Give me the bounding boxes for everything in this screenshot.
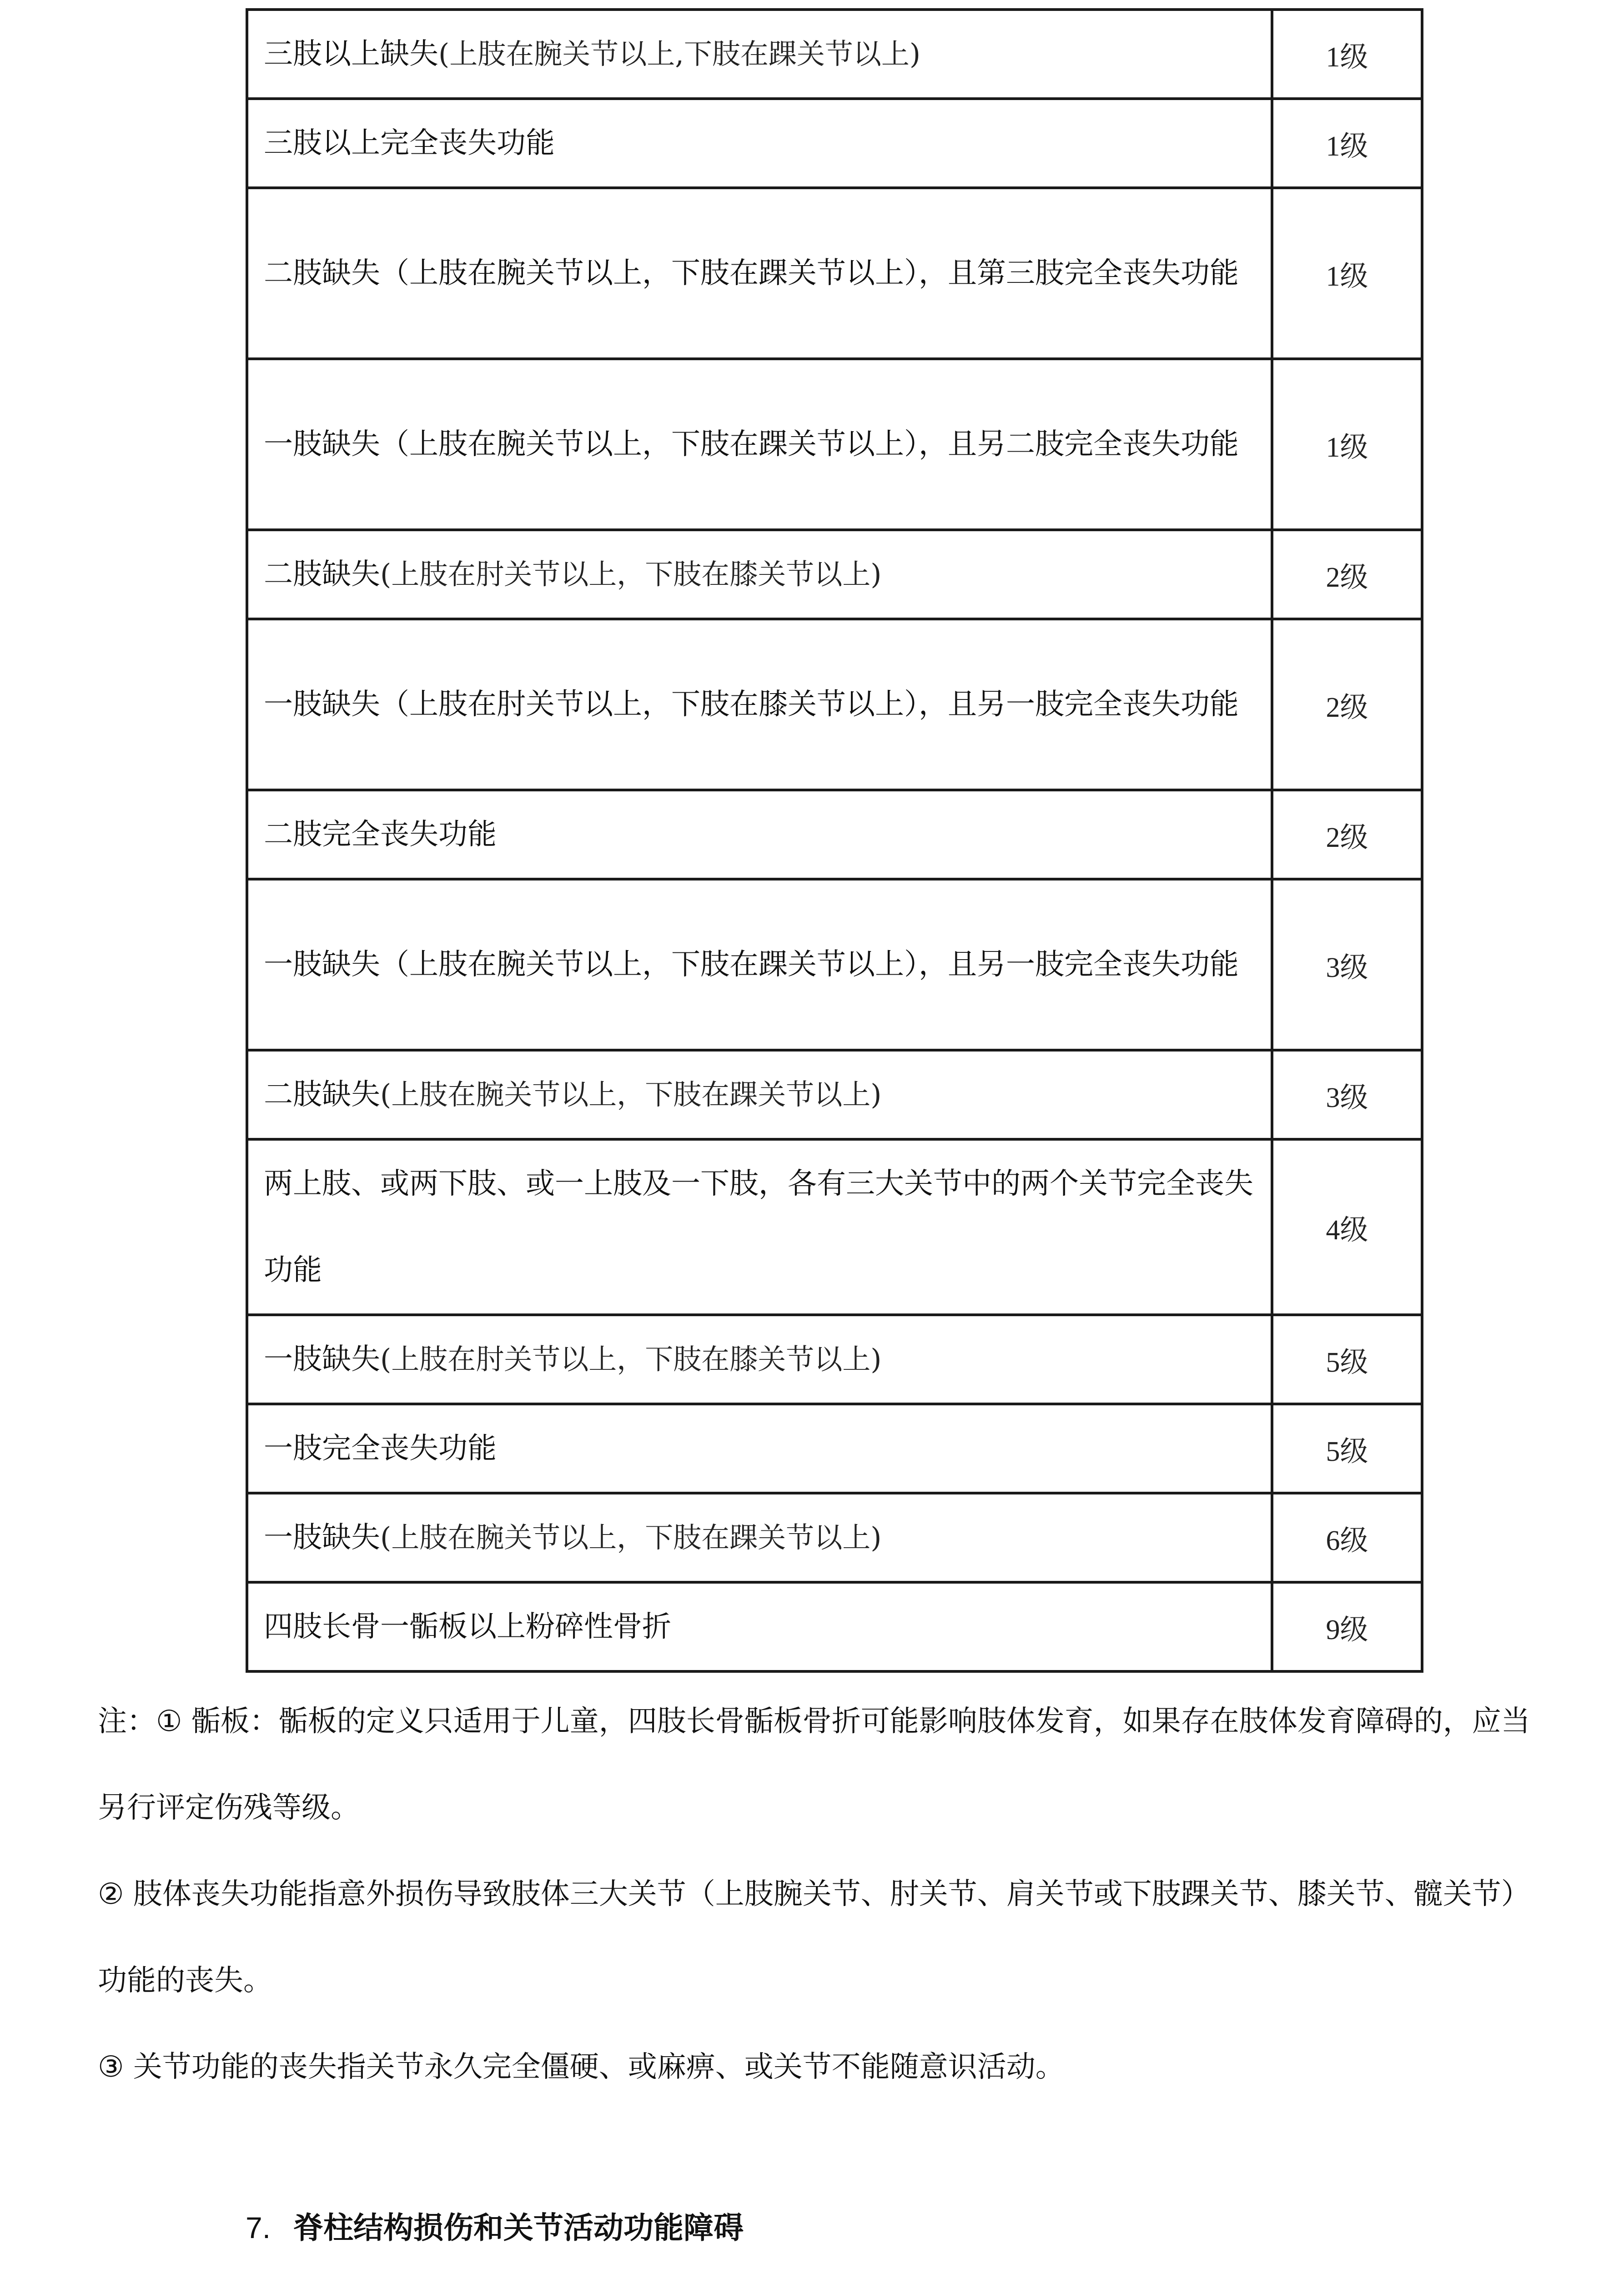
description-main-text: 两上肢、或两下肢、或一上肢及一下肢，各有三大关节中的两个关节完全丧失功能 xyxy=(264,1167,1253,1287)
description-main-text: 一肢完全丧失功能 xyxy=(264,1432,497,1465)
table-row xyxy=(247,1404,1422,1493)
table-row xyxy=(247,1050,1422,1139)
description-condition-text: (上肢在肘关节以上，下肢在膝关节以上) xyxy=(380,558,882,591)
description-cell xyxy=(247,99,1272,188)
grade-cell: 1级 xyxy=(1272,188,1422,359)
grade-cell: 3级 xyxy=(1272,1050,1422,1139)
grade-cell: 1级 xyxy=(1272,10,1422,99)
section-number: 7. xyxy=(246,2211,271,2244)
grade-cell: 4级 xyxy=(1272,1139,1422,1315)
grade-cell: 6级 xyxy=(1272,1493,1422,1582)
description-cell xyxy=(247,1139,1272,1315)
note-2: ② 肢体丧失功能指意外损伤导致肢体三大关节（上肢腕关节、肘关节、肩关节或下肢踝关节、膝关节、髋关节）功能的丧失。 xyxy=(98,1877,1530,1997)
grade-cell: 5级 xyxy=(1272,1404,1422,1493)
grade-cell: 5级 xyxy=(1272,1315,1422,1404)
description-main-text: 一肢缺失（上肢在腕关节以上，下肢在踝关节以上），且另二肢完全丧失功能 xyxy=(264,428,1239,461)
description-cell xyxy=(247,790,1272,879)
description-main-text: 一肢缺失（上肢在肘关节以上，下肢在膝关节以上），且另一肢完全丧失功能 xyxy=(264,688,1239,721)
section-heading xyxy=(246,2200,744,2255)
table-row xyxy=(247,790,1422,879)
table-row xyxy=(247,530,1422,619)
grade-cell: 2级 xyxy=(1272,790,1422,879)
description-cell xyxy=(247,530,1272,619)
description-cell xyxy=(247,1404,1272,1493)
grade-cell: 9级 xyxy=(1272,1582,1422,1671)
table-row xyxy=(247,619,1422,790)
description-cell xyxy=(247,1050,1272,1139)
description-condition-text: (上肢在腕关节以上，下肢在踝关节以上) xyxy=(380,1521,882,1554)
grade-cell: 2级 xyxy=(1272,619,1422,790)
grade-cell: 3级 xyxy=(1272,879,1422,1050)
description-main-text: 二肢缺失（上肢在腕关节以上，下肢在踝关节以上），且第三肢完全丧失功能 xyxy=(264,257,1239,290)
description-main-text: 二肢缺失 xyxy=(264,1078,380,1112)
description-main-text: 一肢缺失（上肢在腕关节以上，下肢在踝关节以上），且另一肢完全丧失功能 xyxy=(264,948,1239,981)
description-cell xyxy=(247,188,1272,359)
disability-grade-table xyxy=(246,8,1423,1673)
table-row xyxy=(247,1315,1422,1404)
section-title: 脊柱结构损伤和关节活动功能障碍 xyxy=(293,2210,744,2245)
description-condition-text: (上肢在肘关节以上，下肢在膝关节以上) xyxy=(380,1343,882,1376)
grade-cell: 2级 xyxy=(1272,530,1422,619)
description-cell xyxy=(247,879,1272,1050)
description-condition-text: (上肢在腕关节以上,下肢在踝关节以上) xyxy=(438,37,921,70)
table-row xyxy=(247,99,1422,188)
table-row xyxy=(247,359,1422,530)
description-cell xyxy=(247,1493,1272,1582)
description-cell xyxy=(247,619,1272,790)
table-row xyxy=(247,1582,1422,1671)
description-cell xyxy=(247,1582,1272,1671)
table-body xyxy=(247,10,1422,1671)
description-condition-text: (上肢在腕关节以上，下肢在踝关节以上) xyxy=(380,1078,882,1111)
description-main-text: 四肢长骨一骺板以上粉碎性骨折 xyxy=(264,1610,671,1644)
description-main-text: 三肢以上完全丧失功能 xyxy=(264,126,555,160)
description-main-text: 二肢缺失 xyxy=(264,558,380,591)
description-cell xyxy=(247,1315,1272,1404)
grade-cell: 1级 xyxy=(1272,99,1422,188)
description-main-text: 三肢以上缺失 xyxy=(264,37,438,71)
note-3: ③ 关节功能的丧失指关节永久完全僵硬、或麻痹、或关节不能随意识活动。 xyxy=(98,2050,1065,2084)
description-main-text: 二肢完全丧失功能 xyxy=(264,818,497,851)
note-1: 注：① 骺板：骺板的定义只适用于儿童，四肢长骨骺板骨折可能影响肢体发育，如果存在肢体发育障碍的，应当另行评定伤残等级。 xyxy=(98,1705,1530,1825)
table-row xyxy=(247,1493,1422,1582)
description-cell xyxy=(247,359,1272,530)
table-row xyxy=(247,879,1422,1050)
table-row xyxy=(247,10,1422,99)
description-cell xyxy=(247,10,1272,99)
grade-cell: 1级 xyxy=(1272,359,1422,530)
description-main-text: 一肢缺失 xyxy=(264,1343,380,1376)
description-main-text: 一肢缺失 xyxy=(264,1521,380,1555)
table-row xyxy=(247,1139,1422,1315)
notes-section xyxy=(98,1678,1535,2110)
table-row xyxy=(247,188,1422,359)
